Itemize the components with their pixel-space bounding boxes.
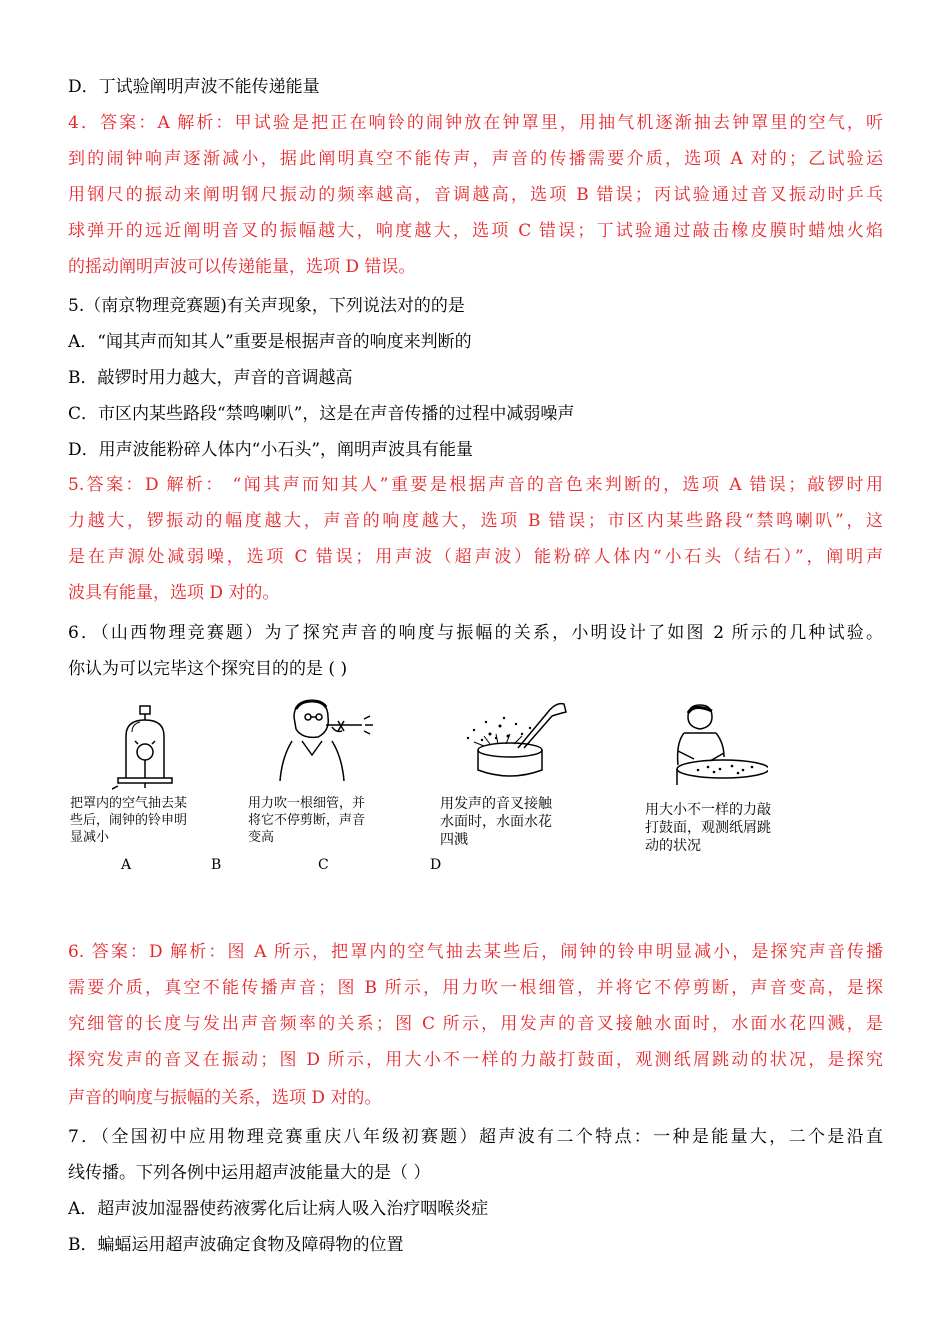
q7-stem-line: 7．（全国初中应用物理竞赛重庆八年级初赛题）超声波有二个特点：一种是能量大，二个是沿直 xyxy=(68,1127,883,1147)
q4-answer-line: 的摇动阐明声波可以传递能量，选项 D 错误。 xyxy=(68,257,416,277)
q5-answer-line: 波具有能量，选项 D 对的。 xyxy=(68,583,280,603)
figure-d-caption: 用大小不一样的力敲 打鼓面，观测纸屑跳 动的状况 xyxy=(645,802,771,854)
person-blowing-tube-icon xyxy=(272,697,382,782)
bell-jar-icon xyxy=(112,700,177,790)
q4-answer-line: 用钢尺的振动来阐明钢尺振动的频率越高，音调越高，选项 B 错误；丙试验通过音叉振动时乒乓 xyxy=(68,185,883,205)
q4-answer-line: 球弹开的远近阐明音叉的振幅越大，响度越大，选项 C 错误；丁试验通过敲击橡皮膜时蜡烛火焰 xyxy=(68,221,883,241)
q5-option-a: A．“闻其声而知其人”重要是根据声音的响度来判断的 xyxy=(68,332,472,352)
q5-answer-line: 5.答案：D 解析： “闻其声而知其人”重要是根据声音的音色来判断的，选项 A 错误；敲锣时用 xyxy=(68,475,883,495)
figure-letter-c: C xyxy=(318,857,329,873)
q5-stem: 5.（南京物理竞赛题)有关声现象，下列说法对的的是 xyxy=(68,296,465,316)
q7-option-b: B．蝙蝠运用超声波确定食物及障碍物的位置 xyxy=(68,1235,404,1255)
figure-letter-d: D xyxy=(430,857,442,873)
tuning-fork-water-icon xyxy=(460,698,575,783)
figure-c-caption: 用发声的音叉接触 水面时，水面水花 四溅 xyxy=(440,796,552,848)
q5-option-b: B．敲锣时用力越大，声音的音调越高 xyxy=(68,368,353,388)
q6-answer-line: 究细管的长度与发出声音频率的关系；图 C 所示，用发声的音叉接触水面时，水面水花四溅，是 xyxy=(68,1014,883,1034)
q7-stem-line: 线传播。下列各例中运用超声波能量大的是（ ） xyxy=(68,1163,431,1183)
figure-letter-b: B xyxy=(211,857,222,873)
figure-a-caption: 把罩内的空气抽去某 些后，闹钟的铃申明 显减小 xyxy=(70,796,188,845)
figure-b-caption: 用力吹一根细管，并 将它不停剪断，声音 变高 xyxy=(248,796,366,845)
q6-stem-line: 6．（山西物理竞赛题）为了探究声音的响度与振幅的关系，小明设计了如图 2 所示的几种试验。 xyxy=(68,623,883,643)
q6-answer-line: 需要介质，真空不能传播声音；图 B 所示，用力吹一根细管，并将它不停剪断，声音变高，是探 xyxy=(68,978,883,998)
q6-answer-line: 6. 答案：D 解析：图 A 所示，把罩内的空气抽去某些后，闹钟的铃申明显减小，是探究声音传播 xyxy=(68,942,883,962)
q7-option-a: A．超声波加湿器使药液雾化后让病人吸入治疗咽喉炎症 xyxy=(68,1199,489,1219)
q4-answer-line: 到的闹钟响声逐渐减小，据此阐明真空不能传声，声音的传播需要介质，选项 A 对的；乙试验运 xyxy=(68,149,883,169)
q5-answer-line: 力越大，锣振动的幅度越大，声音的响度越大，选项 B 错误；市区内某些路段“禁鸣喇叭”，这 xyxy=(68,511,883,531)
q4-answer-line: 4．答案：A 解析：甲试验是把正在响铃的闹钟放在钟罩里，用抽气机逐渐抽去钟罩里的空气，听 xyxy=(68,113,883,133)
figure-letter-a: A xyxy=(121,857,132,873)
q6-answer-line: 探究发声的音叉在振动；图 D 所示，用大小不一样的力敲打鼓面，观测纸屑跳动的状况，是探究 xyxy=(68,1050,883,1070)
q5-option-d: D．用声波能粉碎人体内“小石头”，阐明声波具有能量 xyxy=(68,440,474,460)
q4-option-d: D．丁试验阐明声波不能传递能量 xyxy=(68,77,320,97)
person-drumming-icon xyxy=(648,703,768,788)
q5-option-c: C．市区内某些路段“禁鸣喇叭”，这是在声音传播的过程中减弱噪声 xyxy=(68,404,575,424)
q6-answer-line: 声音的响度与振幅的关系，选项 D 对的。 xyxy=(68,1088,382,1108)
q5-answer-line: 是在声源处减弱噪，选项 C 错误；用声波（超声波）能粉碎人体内“小石头（结石）”，阐明声 xyxy=(68,547,883,567)
q6-stem-line: 你认为可以完毕这个探究目的的是 ( ) xyxy=(68,659,348,679)
